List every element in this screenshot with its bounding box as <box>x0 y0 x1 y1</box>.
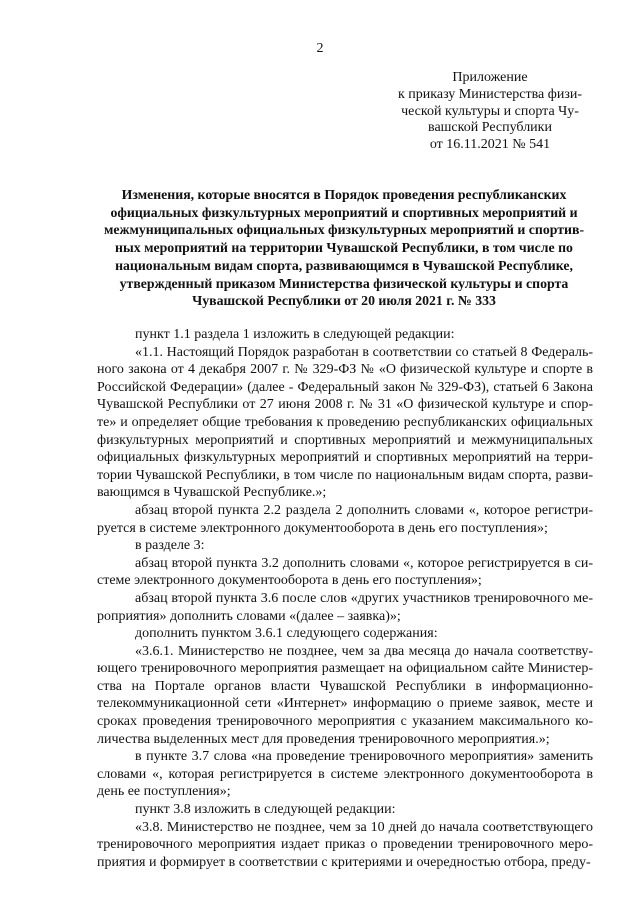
paragraph: «3.6.1. Министерство не позднее, чем за два месяца до начала соответствующего тренировочного мероприятия размещает на официальном сайте Министерства на Портале органов власти Чувашской Республики в информационно-телекоммуникационной сети «Интернет» информацию о приеме заявок, месте и сроках проведения тренировочного мероприятия с указанием максимального количества выделенных мест для проведения тренировочного мероприятия.»; <box>97 643 593 747</box>
paragraph: абзац второй пункта 3.6 после слов «других участников тренировочного мероприятия» дополнить словами «(далее – заявка)»; <box>97 590 593 624</box>
paragraph: пункт 1.1 раздела 1 изложить в следующей редакции: <box>135 327 455 342</box>
title-line: утвержденный приказом Министерства физической культуры и спорта <box>119 275 569 291</box>
appendix-line: Приложение <box>452 70 528 85</box>
document-title <box>96 186 592 310</box>
appendix-line: от 16.11.2021 № 541 <box>429 137 551 153</box>
paragraph: дополнить пунктом 3.6.1 следующего содержания: <box>135 626 438 642</box>
title-line: национальным видам спорта, развивающимся в Чувашской Республике, <box>115 257 573 273</box>
title-line: официальных физкультурных мероприятий и спортивных мероприятий и <box>110 204 578 220</box>
appendix-block <box>390 70 590 154</box>
paragraph: абзац второй пункта 2.2 раздела 2 дополнить словами «, которое регистрируется в системе электронного документооборота в день его поступления»; <box>97 502 593 536</box>
title-line: межмуниципальных официальных физкультурных мероприятий и спортив- <box>103 222 585 238</box>
title-line: Изменения, которые вносятся в Порядок проведения республиканских <box>121 187 567 202</box>
paragraph: «1.1. Настоящий Порядок разработан в соответствии со статьей 8 Федерального закона от 4 декабря 2007 г. № 329-ФЗ № «О физической культуре и спорте в Российской Федерации» (далее - Федеральный закон № 329-ФЗ), статьей 6 Закона Чувашской Республики от 27 июня 2008 г. № 31 «О физической культуре и спорте» и определяет общие требования к проведению республиканских официальных физкультурных мероприятий и спортивных мероприятий и межмуниципальных официальных физкультурных мероприятий и спортивных мероприятий на территории Чувашской Республики, в том числе по национальным видам спорта, развивающимся в Чувашской Республике.»; <box>97 344 593 501</box>
paragraph: абзац второй пункта 3.2 дополнить словами «, которое регистрируется в системе электронного документооборота в день его поступления»; <box>97 555 593 589</box>
appendix-line: ческой культуры и спорта Чу- <box>401 103 579 119</box>
paragraph: в разделе 3: <box>135 538 205 554</box>
paragraph: в пункте 3.7 слова «на проведение тренировочного мероприятия» заменить словами «, которая регистрируется в системе электронного документооборота в день ее поступления»; <box>97 749 593 800</box>
title-line: ных мероприятий на территории Чувашской Республики, в том числе по <box>115 240 573 256</box>
document-body <box>97 326 593 871</box>
paragraph: «3.8. Министерство не позднее, чем за 10 дней до начала соответствующего тренировочного мероприятия издает приказ о проведении тренировочного мероприятия и формирует в соответствии с критериями и очередностью отбора, преду- <box>97 819 593 870</box>
title-line: Чувашской Республики от 20 июля 2021 г. № 333 <box>192 293 496 309</box>
appendix-line: вашской Республики <box>428 120 552 136</box>
page-number: 2 <box>316 41 324 56</box>
appendix-line: к приказу Министерства физи- <box>397 86 583 102</box>
paragraph: пункт 3.8 изложить в следующей редакции: <box>135 802 396 818</box>
